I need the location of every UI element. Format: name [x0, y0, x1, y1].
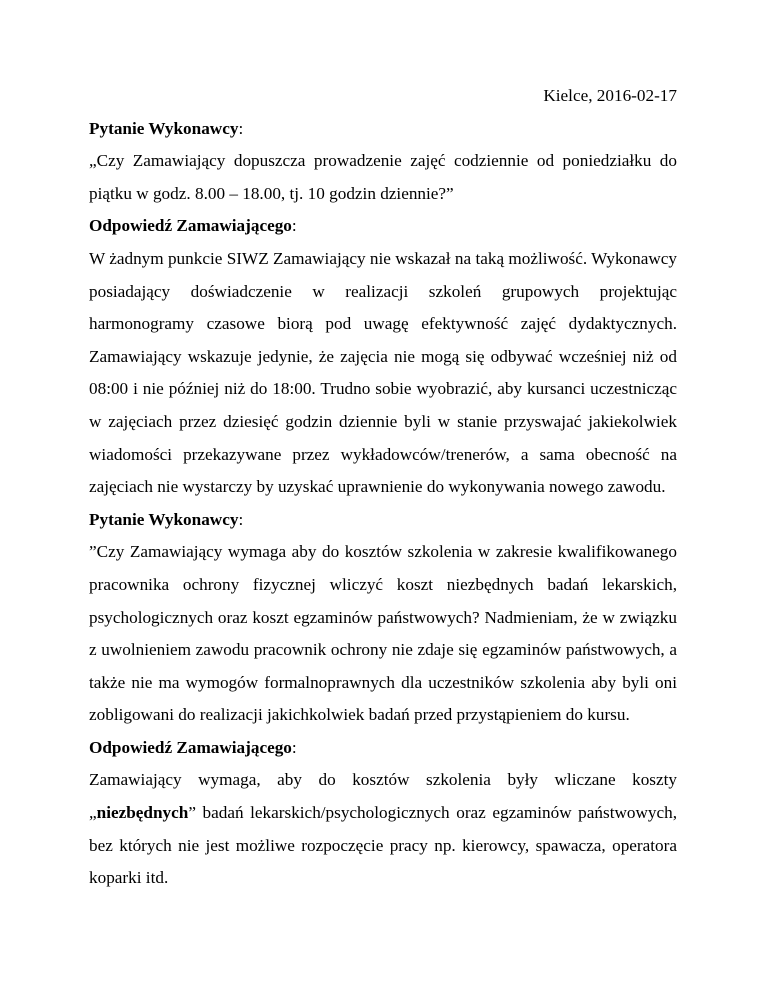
- question-heading-colon-1: :: [238, 118, 244, 138]
- answer-text-2-emphasis: niezbędnych: [96, 803, 189, 823]
- question-heading-1: [89, 113, 677, 146]
- question-heading-label-1: Pytanie Wykonawcy: [89, 118, 239, 138]
- answer-text-2: [89, 764, 677, 894]
- question-text-1: „Czy Zamawiający dopuszcza prowadzenie zajęć codziennie od poniedziałku do piątku w godz. 8.00 – 18.00, tj. 10 godzin dziennie?”: [89, 151, 677, 203]
- document-page: [89, 80, 677, 895]
- answer-heading-1: [89, 210, 677, 243]
- question-heading-colon-2: :: [238, 509, 244, 529]
- answer-heading-2: [89, 732, 677, 765]
- question-heading-label-2: Pytanie Wykonawcy: [89, 509, 239, 529]
- answer-text-2-start: Zamawiający wymaga, aby do kosztów szkolenia były wliczane koszty „: [89, 770, 677, 823]
- answer-text-1: W żadnym punkcie SIWZ Zamawiający nie wskazał na taką możliwość. Wykonawcy posiadający doświadczenie w realizacji szkoleń grupowych projektując harmonogramy czasowe biorą pod uwagę efektywność zajęć dydaktycznych. Zamawiający wskazuje jedynie, że zajęcia nie mogą się odbywać wcześniej niż od 08:00 i nie później niż do 18:00. Trudno sobie wyobrazić, aby kursanci uczestnicząc w zajęciach przez dziesięć godzin dziennie byli w stanie przyswajać jakiekolwiek wiadomości przekazywane przez wykładowców/trenerów, a sama obecność na zajęciach nie wystarczy by uzyskać uprawnienie do wykonywania nowego zawodu.: [89, 248, 677, 497]
- answer-heading-colon-1: :: [291, 216, 297, 236]
- answer-heading-colon-2: :: [291, 737, 297, 757]
- answer-heading-label-2: Odpowiedź Zamawiającego: [89, 737, 292, 757]
- date-line: Kielce, 2016-02-17: [543, 86, 677, 105]
- answer-heading-label-1: Odpowiedź Zamawiającego: [89, 216, 292, 236]
- question-heading-2: [89, 504, 677, 537]
- answer-text-2-end: ” badań lekarskich/psychologicznych oraz egzaminów państwowych, bez których nie jest możliwe rozpoczęcie pracy np. kierowcy, spawacza, operatora koparki itd.: [89, 803, 677, 888]
- question-text-2: ”Czy Zamawiający wymaga aby do kosztów szkolenia w zakresie kwalifikowanego pracownika ochrony fizycznej wliczyć koszt niezbędnych badań lekarskich, psychologicznych oraz koszt egzaminów państwowych? Nadmieniam, że w związku z uwolnieniem zawodu pracownik ochrony nie zdaje się egzaminów państwowych, a także nie ma wymogów formalnoprawnych dla uczestników szkolenia aby byli oni zobligowani do realizacji jakichkolwiek badań przed przystąpieniem do kursu.: [89, 542, 677, 725]
